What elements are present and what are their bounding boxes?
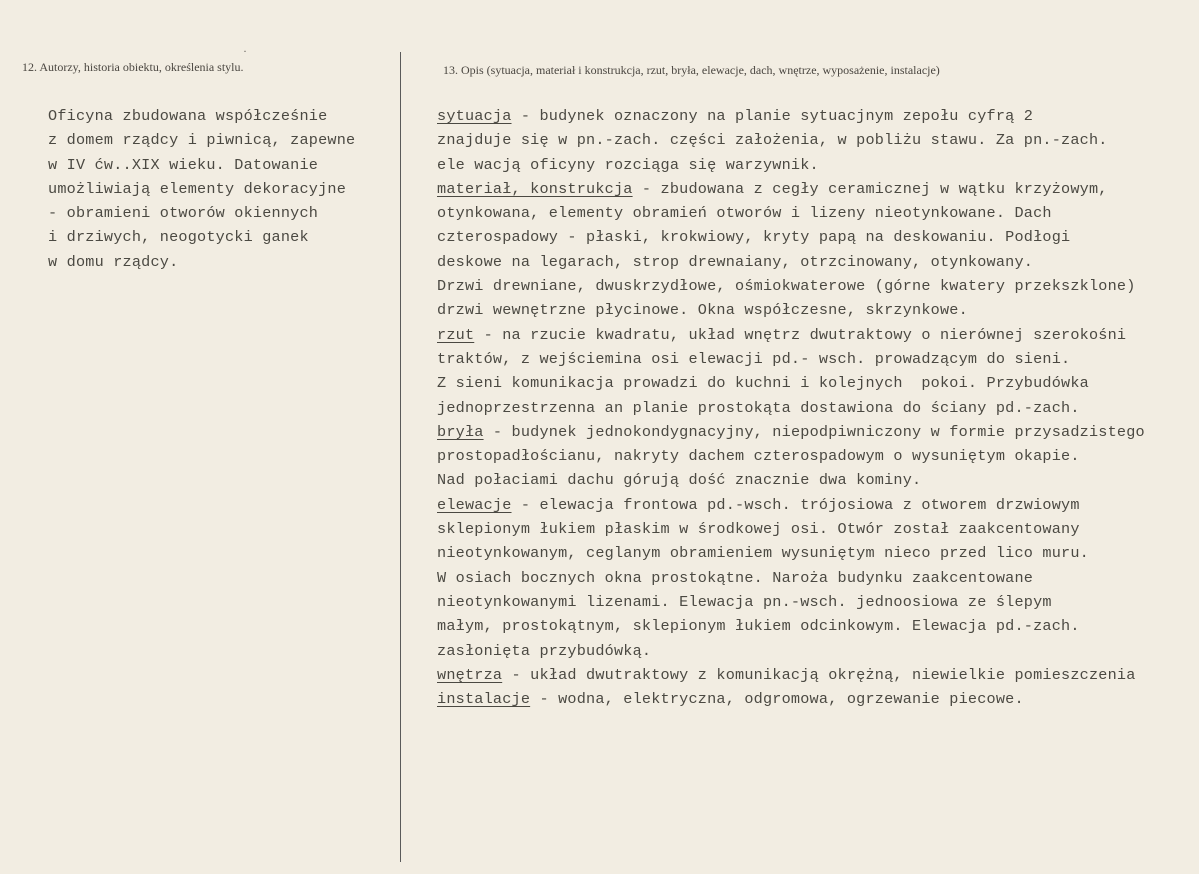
text-line — [437, 493, 1145, 517]
section-label: elewacje — [437, 495, 512, 514]
text-line — [437, 201, 1145, 225]
text-line: umożliwiają elementy dekoracyjne — [48, 179, 347, 198]
line-text: - budynek oznaczony na planie sytuacjnym zepołu cyfrą 2 — [511, 107, 1034, 125]
text-line — [437, 396, 1145, 420]
text-line — [437, 468, 1145, 492]
section-label: rzut — [437, 325, 475, 344]
line-text: drzwi wewnętrzne płycinowe. Okna współczesne, skrzynkowe. — [437, 301, 968, 320]
section-13-header: 13. Opis (sytuacja, materiał i konstrukcja, rzut, bryła, elewacje, dach, wnętrze, wyposażenie, instalacje) — [443, 63, 940, 77]
text-line — [437, 250, 1145, 274]
text-line — [437, 104, 1145, 128]
text-line — [437, 614, 1145, 638]
line-text: - wodna, elektryczna, odgromowa, ogrzewanie piecowe. — [530, 690, 1024, 709]
section-label: sytuacja — [437, 107, 512, 125]
text-line — [437, 225, 1145, 249]
text-line — [437, 128, 1145, 152]
section-13-body — [437, 104, 1145, 711]
text-line — [437, 639, 1145, 663]
column-divider — [400, 52, 401, 862]
line-text: traktów, z wejściemina osi elewacji pd.- wsch. prowadzącym do sieni. — [437, 349, 1071, 368]
line-text: znajduje się w pn.-zach. części założenia, w pobliżu stawu. Za pn.-zach. — [437, 131, 1108, 150]
line-text: otynkowana, elementy obramień otworów i lizeny nieotynkowane. Dach — [437, 204, 1052, 223]
line-text: Nad połaciami dachu górują dość znacznie dwa kominy. — [437, 471, 922, 490]
text-line: w domu rządcy. — [48, 252, 179, 271]
line-text: jednoprzestrzenna an planie prostokąta dostawiona do ściany pd.-zach. — [437, 398, 1080, 417]
line-text: - zbudowana z cegły ceramicznej w wątku krzyżowym, — [632, 179, 1108, 198]
section-label: wnętrza — [437, 665, 503, 684]
line-text: Z sieni komunikacja prowadzi do kuchni i kolejnych pokoi. Przybudówka — [437, 374, 1089, 393]
section-12-body — [48, 104, 355, 274]
ink-dot: · — [243, 44, 247, 58]
line-text: zasłonięta przybudówką. — [437, 641, 652, 660]
text-line — [437, 566, 1145, 590]
line-text: Drzwi drewniane, dwuskrzydłowe, ośmiokwaterowe (górne kwatery przekszklone) — [437, 277, 1136, 296]
text-line — [437, 177, 1145, 201]
text-line — [437, 420, 1145, 444]
line-text: - na rzucie kwadratu, układ wnętrz dwutraktowy o nierównej szerokośni — [474, 325, 1127, 344]
text-line: - obramieni otworów okiennych — [48, 204, 319, 223]
line-text: nieotynkowanym, ceglanym obramieniem wysuniętym nieco przed lico muru. — [437, 544, 1089, 563]
text-line — [437, 153, 1145, 177]
section-label: bryła — [437, 422, 484, 441]
text-line: Oficyna zbudowana współcześnie — [48, 107, 328, 125]
line-text: prostopadłościanu, nakryty dachem czterospadowym o wysuniętym okapie. — [437, 447, 1080, 466]
text-line — [437, 517, 1145, 541]
text-line — [437, 590, 1145, 614]
line-text: czterospadowy - płaski, krokwiowy, kryty papą na deskowaniu. Podłogi — [437, 228, 1071, 247]
text-line — [437, 323, 1145, 347]
text-line — [437, 298, 1145, 322]
line-text: sklepionym łukiem płaskim w środkowej osi. Otwór został zaakcentowany — [437, 520, 1080, 539]
section-12-header: 12. Autorzy, historia obiektu, określenia stylu. — [22, 60, 244, 74]
text-line — [437, 444, 1145, 468]
line-text: - elewacja frontowa pd.-wsch. trójosiowa z otworem drzwiowym — [511, 495, 1080, 514]
line-text: nieotynkowanymi lizenami. Elewacja pn.-wsch. jednoosiowa ze ślepym — [437, 592, 1052, 611]
section-label: instalacje — [437, 690, 531, 709]
line-text: - budynek jednokondygnacyjny, niepodpiwniczony w formie przysadzistego — [483, 422, 1145, 441]
text-line: z domem rządcy i piwnicą, zapewne — [48, 131, 356, 150]
text-line — [437, 663, 1145, 687]
line-text: małym, prostokątnym, sklepionym łukiem odcinkowym. Elewacja pd.-zach. — [437, 617, 1080, 636]
text-line: i drziwych, neogotycki ganek — [48, 228, 309, 247]
line-text: - układ dwutraktowy z komunikacją okrężną, niewielkie pomieszczenia — [502, 665, 1136, 684]
line-text: W osiach bocznych okna prostokątne. Naroża budynku zaakcentowane — [437, 568, 1034, 587]
text-line — [437, 541, 1145, 565]
text-line: w IV ćw..XIX wieku. Datowanie — [48, 155, 319, 174]
text-line — [437, 371, 1145, 395]
text-line — [437, 274, 1145, 298]
line-text: deskowe na legarach, strop drewnaiany, otrzcinowany, otynkowany. — [437, 252, 1034, 271]
section-label: materiał, konstrukcja — [437, 179, 633, 198]
line-text: ele wacją oficyny rozciąga się warzywnik. — [437, 155, 819, 174]
text-line — [437, 347, 1145, 371]
text-line — [437, 687, 1145, 711]
